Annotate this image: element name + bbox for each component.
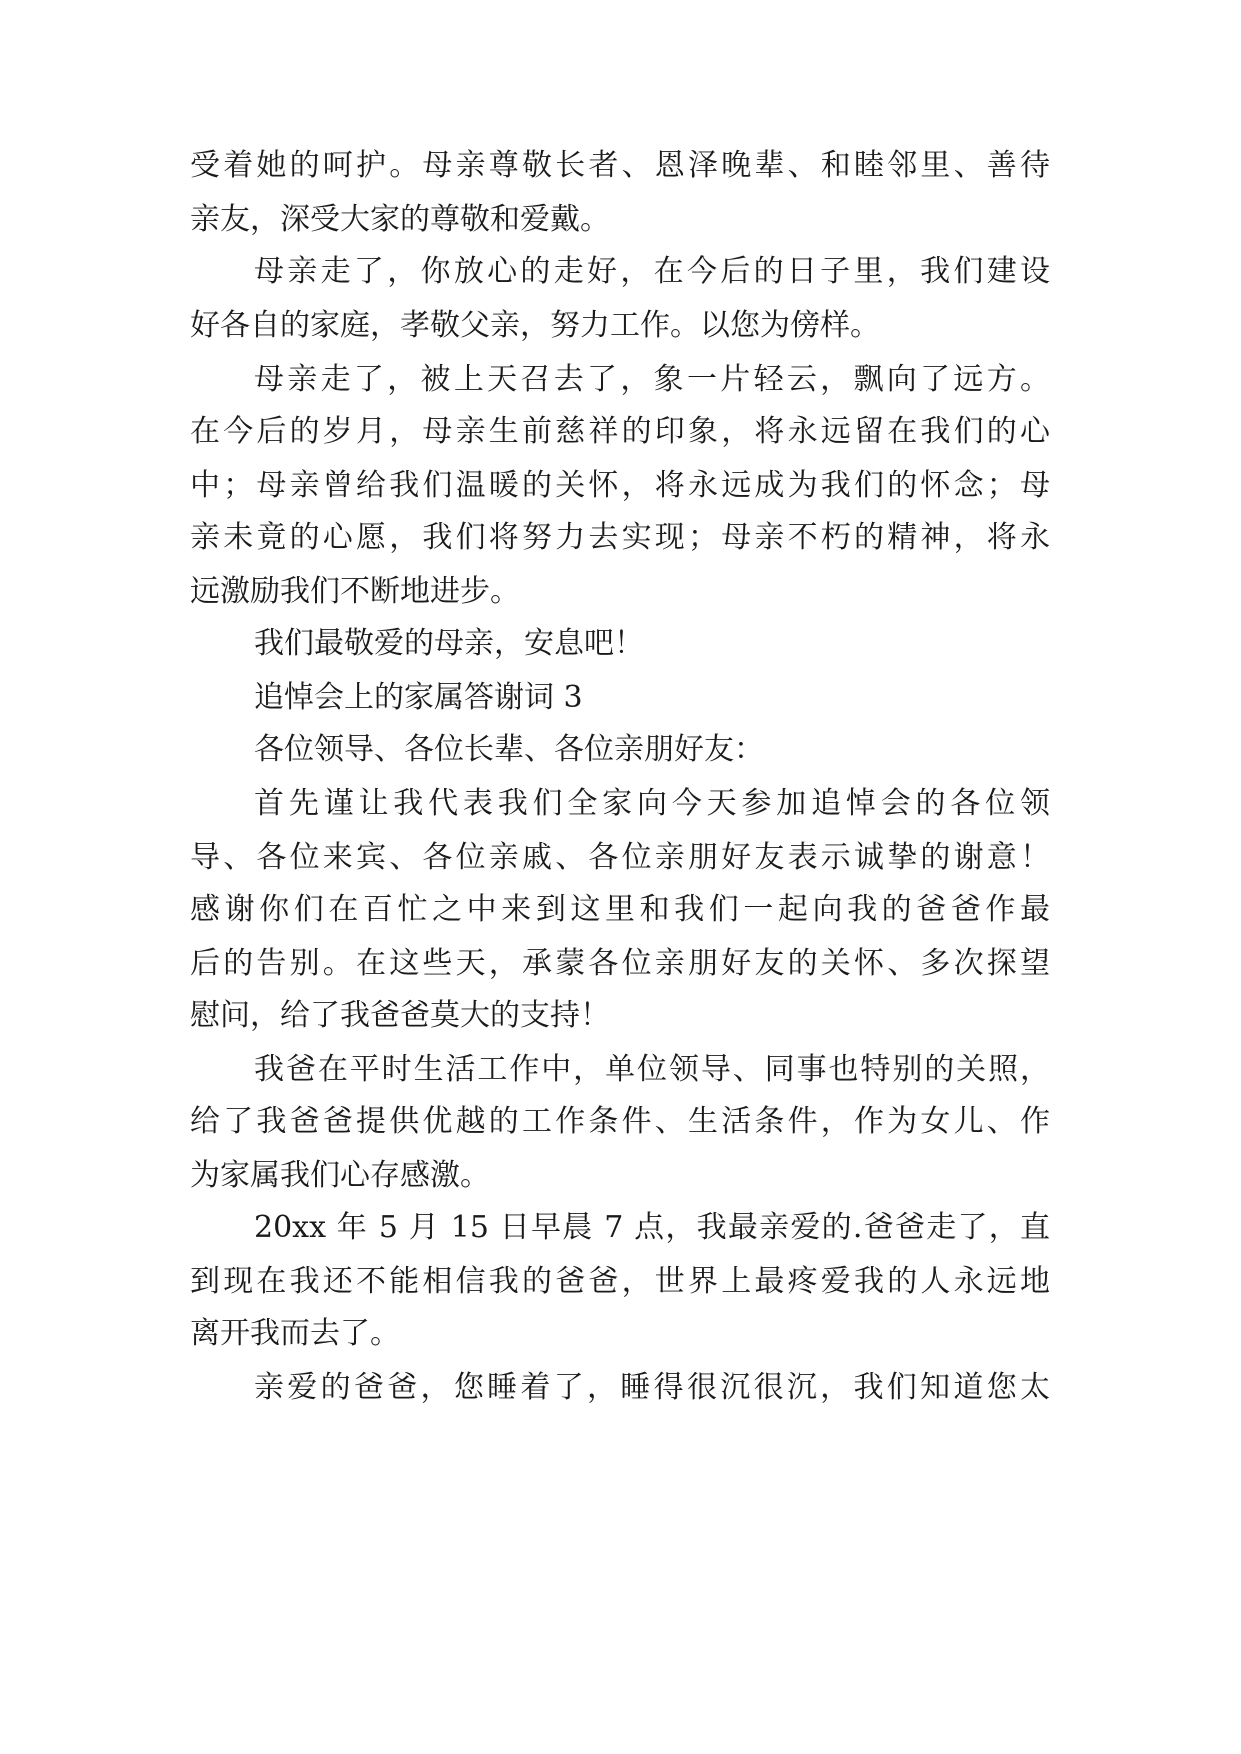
paragraph-first-line: 20xx 年 5 月 15 日早晨 7 点，我最亲爱的.爸爸走了，直 (254, 1210, 1050, 1245)
text-line: 后的告别。在这些天，承蒙各位亲朋好友的关怀、多次探望 (190, 946, 1050, 981)
text-line: 受着她的呵护。母亲尊敬长者、恩泽晚辈、和睦邻里、善待 (190, 148, 1050, 183)
text-line: 中；母亲曾给我们温暖的关怀，将永远成为我们的怀念；母 (190, 468, 1050, 503)
text-line: 离开我而去了。 (190, 1316, 400, 1351)
text-line: 慰问，给了我爸爸莫大的支持！ (190, 998, 610, 1033)
section-heading: 追悼会上的家属答谢词 3 (254, 680, 583, 715)
text-line: 远激励我们不断地进步。 (190, 574, 520, 609)
text-line: 好各自的家庭，孝敬父亲，努力工作。以您为傍样。 (190, 308, 880, 343)
text-line: 导、各位来宾、各位亲戚、各位亲朋好友表示诚挚的谢意！ (190, 840, 1050, 875)
text-line: 感谢你们在百忙之中来到这里和我们一起向我的爸爸作最 (190, 892, 1050, 927)
salutation: 各位领导、各位长辈、各位亲朋好友： (254, 732, 764, 767)
text-line: 为家属我们心存感激。 (190, 1158, 490, 1193)
paragraph-first-line: 母亲走了，你放心的走好，在今后的日子里，我们建设 (254, 254, 1050, 289)
text-line: 亲友，深受大家的尊敬和爱戴。 (190, 202, 610, 237)
text-line: 亲未竟的心愿，我们将努力去实现；母亲不朽的精神，将永 (190, 520, 1050, 555)
paragraph-first-line: 亲爱的爸爸，您睡着了，睡得很沉很沉，我们知道您太 (254, 1370, 1050, 1405)
text-line: 给了我爸爸提供优越的工作条件、生活条件，作为女儿、作 (190, 1104, 1050, 1139)
paragraph-line: 我们最敬爱的母亲，安息吧！ (254, 626, 644, 661)
paragraph-first-line: 母亲走了，被上天召去了，象一片轻云，飘向了远方。 (254, 362, 1050, 397)
paragraph-first-line: 首先谨让我代表我们全家向今天参加追悼会的各位领 (254, 786, 1050, 821)
text-line: 在今后的岁月，母亲生前慈祥的印象，将永远留在我们的心 (190, 414, 1050, 449)
text-line: 到现在我还不能相信我的爸爸，世界上最疼爱我的人永远地 (190, 1264, 1050, 1299)
paragraph-first-line: 我爸在平时生活工作中，单位领导、同事也特别的关照， (254, 1052, 1050, 1087)
